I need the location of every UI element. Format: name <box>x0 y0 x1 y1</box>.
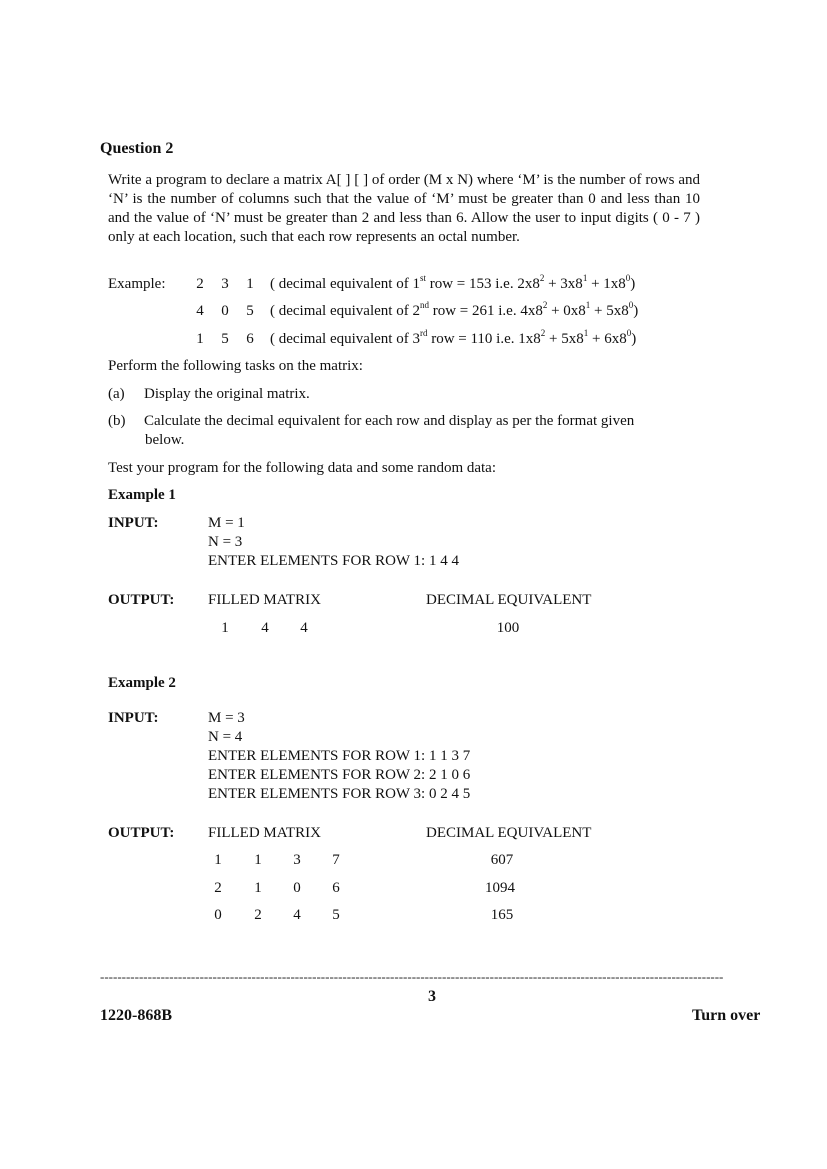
decimal-value: 100 <box>496 620 520 636</box>
decimal-value: 165 <box>490 907 514 923</box>
decimal-value: 1094 <box>485 880 515 896</box>
matrix-cell: 6 <box>332 880 340 896</box>
digit: 5 <box>221 331 229 347</box>
footer-divider: ------------------------------------------------------------------------------------------------------------------------------------------------ <box>100 969 724 984</box>
matrix-cell: 1 <box>254 880 262 896</box>
matrix-cell: 2 <box>254 907 262 923</box>
digit: 6 <box>246 331 254 347</box>
example1-input-line: M = 1 <box>208 515 245 531</box>
example2-input-label: INPUT: <box>108 710 159 726</box>
digit: 4 <box>196 303 204 319</box>
test-line: Test your program for the following data and some random data: <box>108 460 497 476</box>
example1-output-label: OUTPUT: <box>108 592 175 608</box>
digit: 5 <box>246 303 254 319</box>
example1-title: Example 1 <box>108 487 176 503</box>
matrix-cell: 7 <box>332 852 340 868</box>
decimal-value: 607 <box>490 852 514 868</box>
example1-matrix-header: FILLED MATRIX <box>208 592 321 608</box>
example2-output-label: OUTPUT: <box>108 825 175 841</box>
row-explanation: ( decimal equivalent of 1st row = 153 i.e. $2x8^2 + 3x8^1 + 1x8^0$) <box>270 273 636 292</box>
matrix-cell: 5 <box>332 907 340 923</box>
example2-input-line: ENTER ELEMENTS FOR ROW 1: 1 1 3 7 <box>208 748 471 764</box>
task-b-text-cont: below. <box>145 432 185 448</box>
example1-input-label: INPUT: <box>108 515 159 531</box>
question-title: Question 2 <box>100 140 174 157</box>
example2-input-line: ENTER ELEMENTS FOR ROW 3: 0 2 4 5 <box>208 786 471 802</box>
task-a-text: Display the original matrix. <box>144 386 310 402</box>
matrix-cell: 4 <box>261 620 269 636</box>
matrix-cell: 0 <box>293 880 301 896</box>
digit: 1 <box>246 276 254 292</box>
matrix-cell: 4 <box>300 620 308 636</box>
task-b-label: (b) <box>108 413 126 429</box>
task-b-text: Calculate the decimal equivalent for each row and display as per the format given <box>144 413 635 429</box>
example2-title: Example 2 <box>108 675 176 691</box>
example2-input-line: ENTER ELEMENTS FOR ROW 2: 2 1 0 6 <box>208 767 471 783</box>
matrix-cell: 1 <box>254 852 262 868</box>
question-intro: Write a program to declare a matrix A[ ] [ ] of order (M x N) where ‘M’ is the number of rows and ‘N’ is the number of columns such that the value of ‘M’ must be greater than 0 and less than 10 and the value of ‘N’ must be greater than 2 and less than 6. Allow the user to input digits ( 0 - 7 ) only at each location, such that each row represents an octal number. <box>108 172 700 245</box>
page-number: 3 <box>428 988 436 1005</box>
row-explanation: ( decimal equivalent of 2nd row = 261 i.e. $4x8^2 + 0x8^1 + 5x8^0$) <box>270 300 639 319</box>
turn-over-label: Turn over <box>692 1007 761 1024</box>
example2-decimal-header: DECIMAL EQUIVALENT <box>426 825 592 841</box>
matrix-cell: 0 <box>214 907 222 923</box>
example2-input-line: N = 4 <box>208 729 243 745</box>
example1-input-line: ENTER ELEMENTS FOR ROW 1: 1 4 4 <box>208 553 459 569</box>
digit: 2 <box>196 276 204 292</box>
example2-input-line: M = 3 <box>208 710 245 726</box>
paper-code: 1220-868B <box>100 1007 172 1024</box>
matrix-cell: 1 <box>221 620 229 636</box>
example2-matrix-header: FILLED MATRIX <box>208 825 321 841</box>
digit: 1 <box>196 331 204 347</box>
example1-decimal-header: DECIMAL EQUIVALENT <box>426 592 592 608</box>
row-explanation: ( decimal equivalent of 3rd row = 110 i.e. $1x8^2 + 5x8^1 + 6x8^0$) <box>270 328 637 347</box>
digit: 0 <box>221 303 229 319</box>
matrix-cell: 4 <box>293 907 301 923</box>
example1-input-line: N = 3 <box>208 534 243 550</box>
task-a-label: (a) <box>108 386 125 402</box>
matrix-cell: 3 <box>293 852 301 868</box>
tasks-heading: Perform the following tasks on the matrix: <box>108 358 363 374</box>
matrix-cell: 1 <box>214 852 222 868</box>
digit: 3 <box>221 276 229 292</box>
matrix-cell: 2 <box>214 880 222 896</box>
example-label: Example: <box>108 276 166 292</box>
